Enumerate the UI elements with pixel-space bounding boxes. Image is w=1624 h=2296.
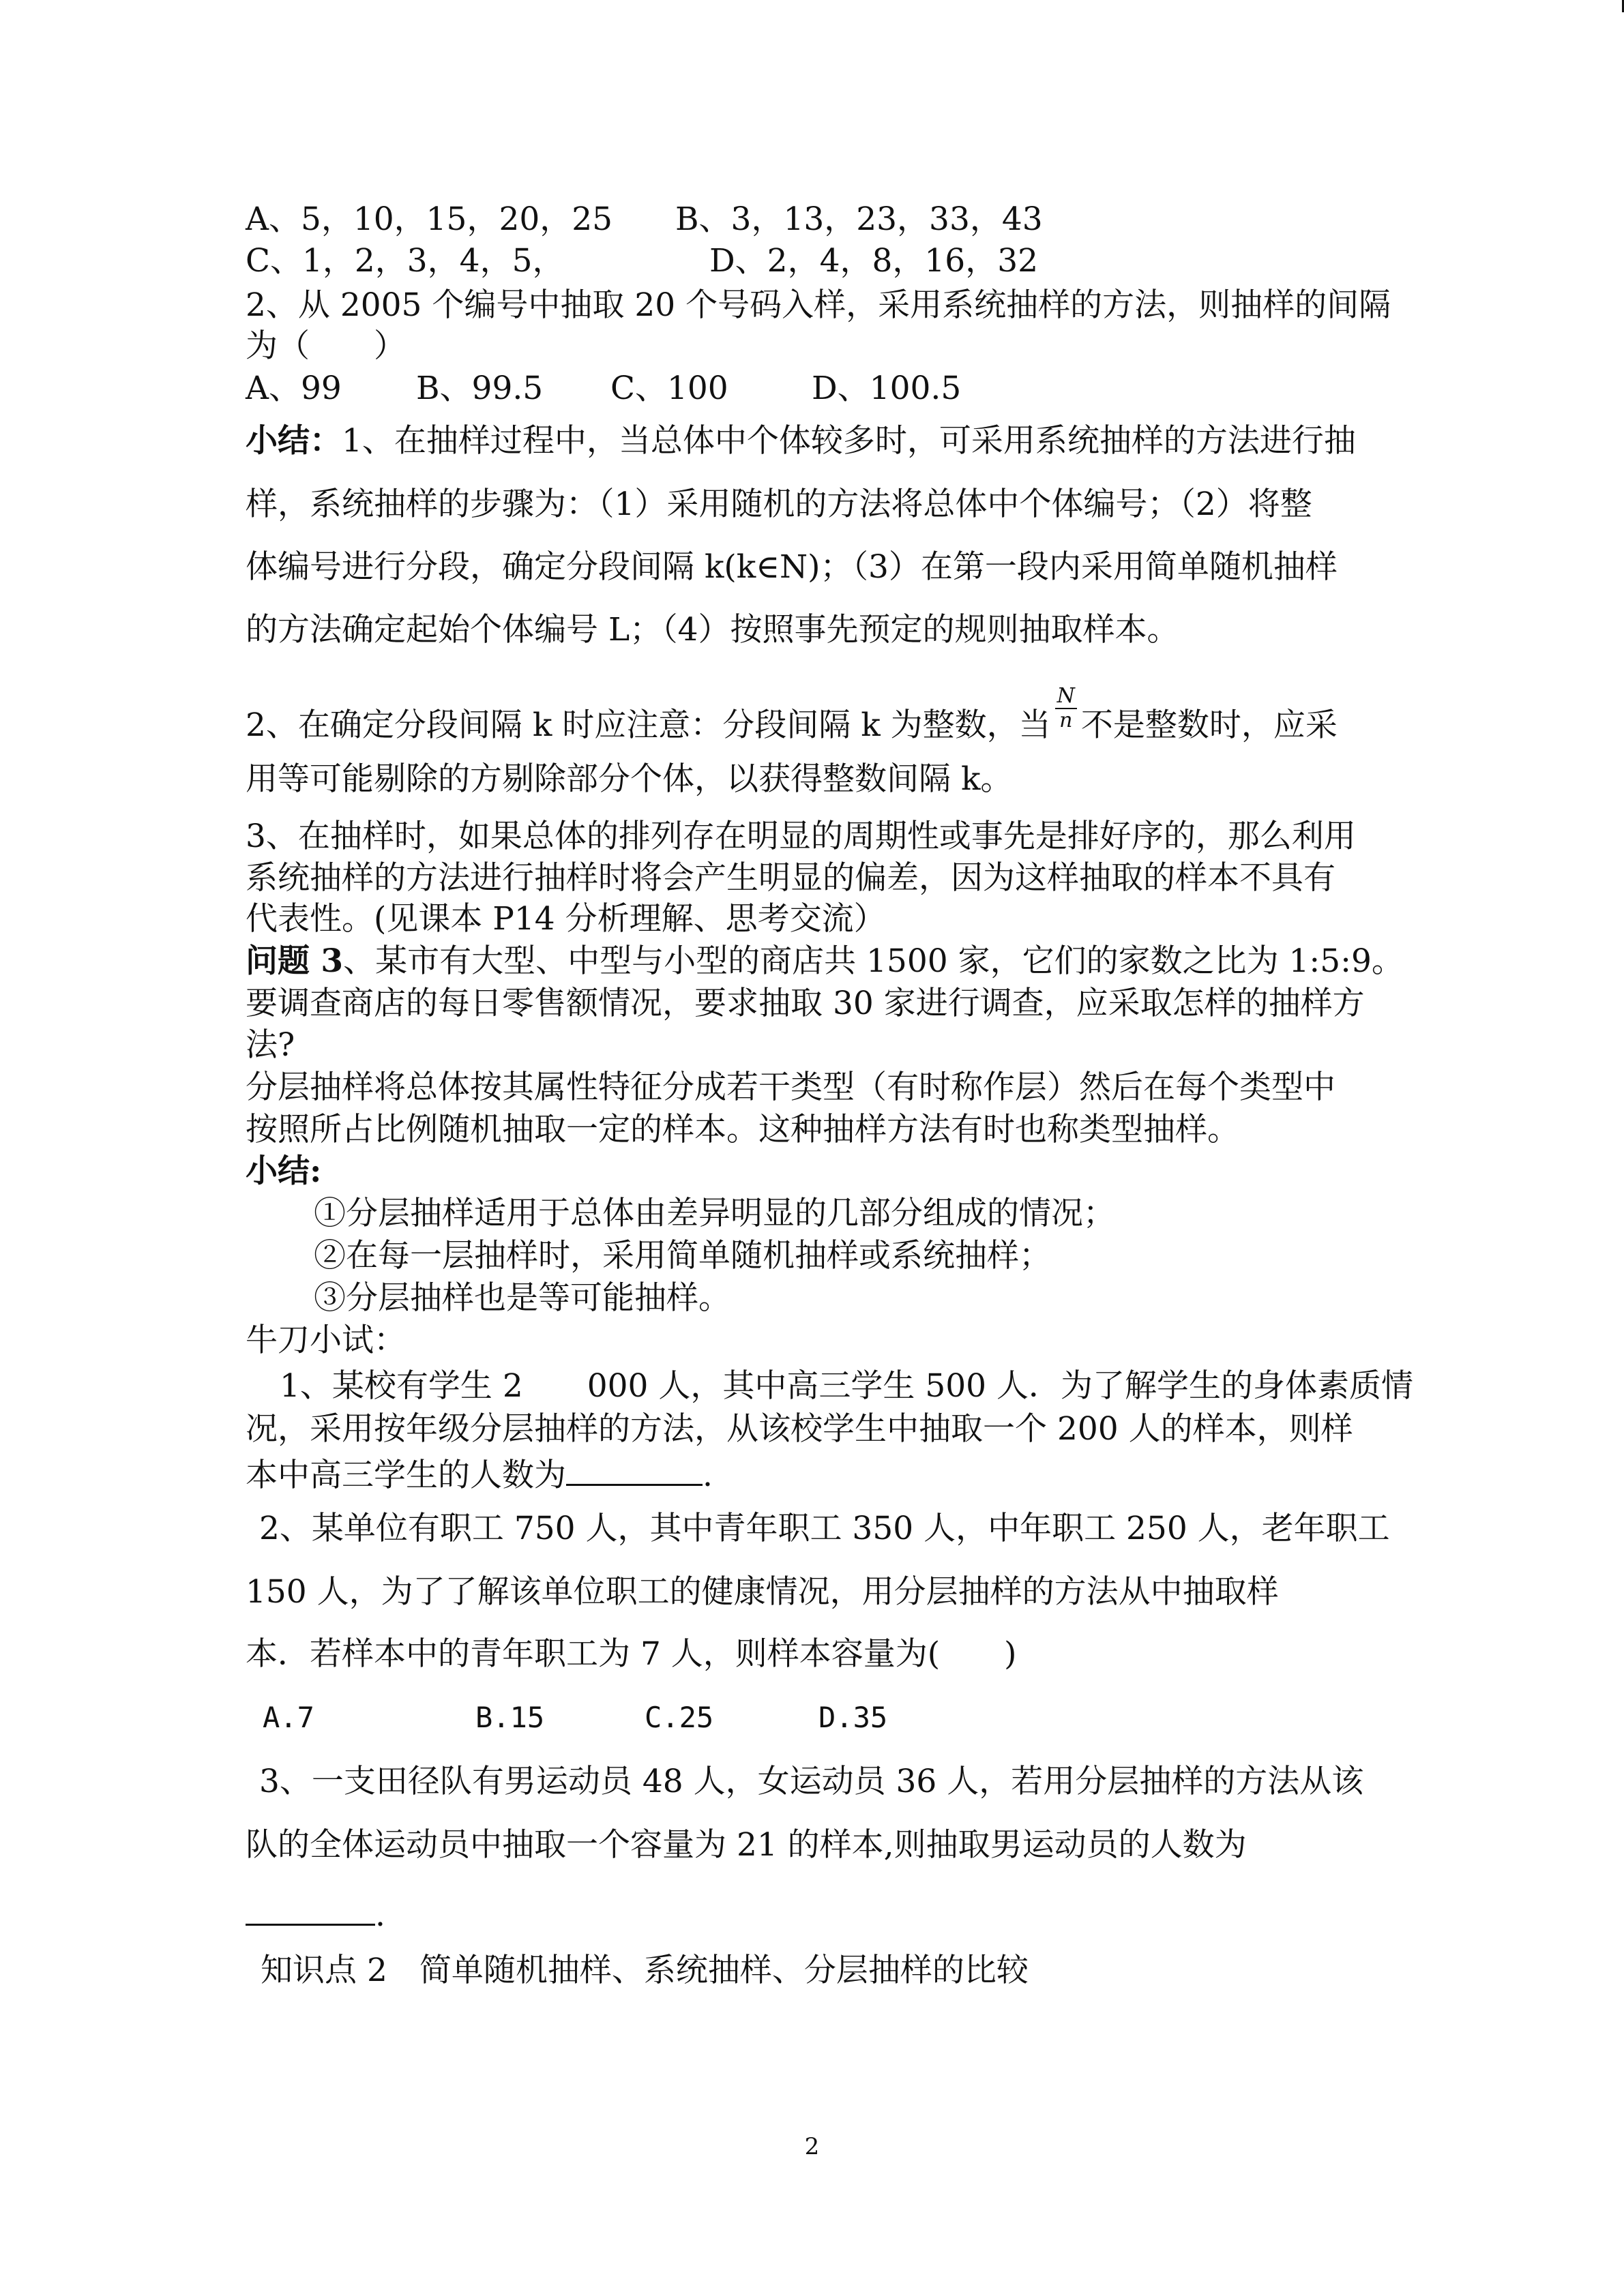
summary2-item-1: ①分层抽样适用于总体由差异明显的几部分组成的情况； bbox=[314, 1195, 1115, 1232]
page-number: 2 bbox=[804, 2133, 820, 2160]
summary1-heading: 小结： bbox=[246, 422, 342, 460]
ex1-text-3: 本中高三学生的人数为 bbox=[246, 1457, 566, 1494]
summary2-item-3: ③分层抽样也是等可能抽样。 bbox=[314, 1279, 730, 1317]
problem3-line-1 bbox=[246, 941, 1404, 982]
summary2-item-2: ②在每一层抽样时，采用简单随机抽样或系统抽样； bbox=[314, 1237, 1051, 1274]
ex1-period: . bbox=[703, 1457, 713, 1494]
fraction-n-over-n bbox=[1055, 685, 1077, 732]
point3-line-2: 系统抽样的方法进行抽样时将会产生明显的偏差，因为这样抽取的样本不具有 bbox=[246, 859, 1335, 897]
ex1-answer-blank[interactable] bbox=[566, 1452, 703, 1486]
ex2-option-a: A.7 bbox=[263, 1701, 314, 1734]
summary1-line-3: 体编号进行分段，确定分段间隔 k(k∈N)；（3）在第一段内采用简单随机抽样 bbox=[246, 548, 1338, 586]
knowledge-point-2-heading: 知识点 2 简单随机抽样、系统抽样、分层抽样的比较 bbox=[261, 1952, 1029, 1989]
summary1-line-1 bbox=[246, 421, 1356, 462]
point2-line-1 bbox=[246, 684, 1338, 751]
ex3-line-2: 队的全体运动员中抽取一个容量为 21 的样本,则抽取男运动员的人数为 bbox=[246, 1826, 1247, 1864]
practice-heading: 牛刀小试： bbox=[246, 1322, 406, 1359]
q2-option-c: C、100 bbox=[610, 370, 728, 407]
problem3-heading: 问题 3 bbox=[246, 942, 344, 980]
ex2-line-3: 本．若样本中的青年职工为 7 人，则样本容量为( ) bbox=[246, 1635, 1017, 1673]
q2-line-2: 为（ ） bbox=[246, 327, 406, 365]
point2-text-after: 不是整数时，应采 bbox=[1080, 706, 1338, 744]
ex3-period: . bbox=[375, 1896, 385, 1934]
fraction-numerator: N bbox=[1055, 685, 1077, 709]
ex2-option-c: C.25 bbox=[645, 1701, 714, 1734]
ex1-line-2: 况，采用按年级分层抽样的方法，从该校学生中抽取一个 200 人的样本，则样 bbox=[246, 1410, 1353, 1448]
point2-text-before: 2、在确定分段间隔 k 时应注意：分段间隔 k 为整数，当 bbox=[246, 706, 1051, 744]
ex1-line-1: 1、某校有学生 2 000 人，其中高三学生 500 人．为了解学生的身体素质情 bbox=[280, 1367, 1413, 1405]
point3-line-3: 代表性。(见课本 P14 分析理解、思考交流） bbox=[246, 900, 886, 938]
ex1-line-3 bbox=[246, 1452, 713, 1496]
q1-option-b: B、3，13，23，33，43 bbox=[675, 200, 1043, 238]
ex2-option-b: B.15 bbox=[475, 1701, 545, 1734]
point3-line-1: 3、在抽样时，如果总体的排列存在明显的周期性或事先是排好序的，那么利用 bbox=[246, 818, 1356, 855]
problem3-line-2: 要调查商店的每日零售额情况，要求抽取 30 家进行调查，应采取怎样的抽样方 bbox=[246, 985, 1365, 1022]
point2-line-2: 用等可能剔除的方剔除部分个体，以获得整数间隔 k。 bbox=[246, 760, 1013, 798]
q2-option-b: B、99.5 bbox=[416, 370, 544, 407]
fraction-denominator: n bbox=[1059, 709, 1073, 732]
summary1-line-2: 样，系统抽样的步骤为：（1）采用随机的方法将总体中个体编号；（2）将整 bbox=[246, 486, 1312, 523]
ex3-line-1: 3、一支田径队有男运动员 48 人，女运动员 36 人，若用分层抽样的方法从该 bbox=[259, 1763, 1364, 1800]
problem3-line-3: 法? bbox=[246, 1026, 295, 1064]
summary1-line-4: 的方法确定起始个体编号 L；（4）按照事先预定的规则抽取样本。 bbox=[246, 611, 1179, 648]
problem3-text-1: 、某市有大型、中型与小型的商店共 1500 家，它们的家数之比为 1:5:9。 bbox=[343, 942, 1404, 980]
stratified-line-2: 按照所占比例随机抽取一定的样本。这种抽样方法有时也称类型抽样。 bbox=[246, 1111, 1239, 1148]
summary1-text-1: 1、在抽样过程中，当总体中个体较多时，可采用系统抽样的方法进行抽 bbox=[342, 422, 1356, 460]
q2-option-d: D、100.5 bbox=[812, 370, 962, 407]
ex2-option-d: D.35 bbox=[818, 1701, 888, 1734]
ex2-line-2: 150 人，为了了解该单位职工的健康情况，用分层抽样的方法从中抽取样 bbox=[246, 1573, 1279, 1611]
ex3-line-3 bbox=[246, 1892, 385, 1936]
ex3-answer-blank[interactable] bbox=[246, 1892, 375, 1926]
q1-option-d: D、2，4，8，16，32 bbox=[709, 242, 1039, 280]
q2-option-a: A、99 bbox=[246, 370, 342, 407]
ex2-line-1: 2、某单位有职工 750 人，其中青年职工 350 人，中年职工 250 人，老年职工 bbox=[259, 1510, 1390, 1547]
q2-line-1: 2、从 2005 个编号中抽取 20 个号码入样，采用系统抽样的方法，则抽样的间隔 bbox=[246, 286, 1391, 324]
stratified-line-1: 分层抽样将总体按其属性特征分成若干类型（有时称作层）然后在每个类型中 bbox=[246, 1069, 1335, 1106]
q1-option-c: C、1，2，3，4，5， bbox=[246, 242, 565, 280]
summary2-heading: 小结: bbox=[246, 1152, 322, 1190]
q1-option-a: A、5，10，15，20，25 bbox=[246, 200, 613, 238]
